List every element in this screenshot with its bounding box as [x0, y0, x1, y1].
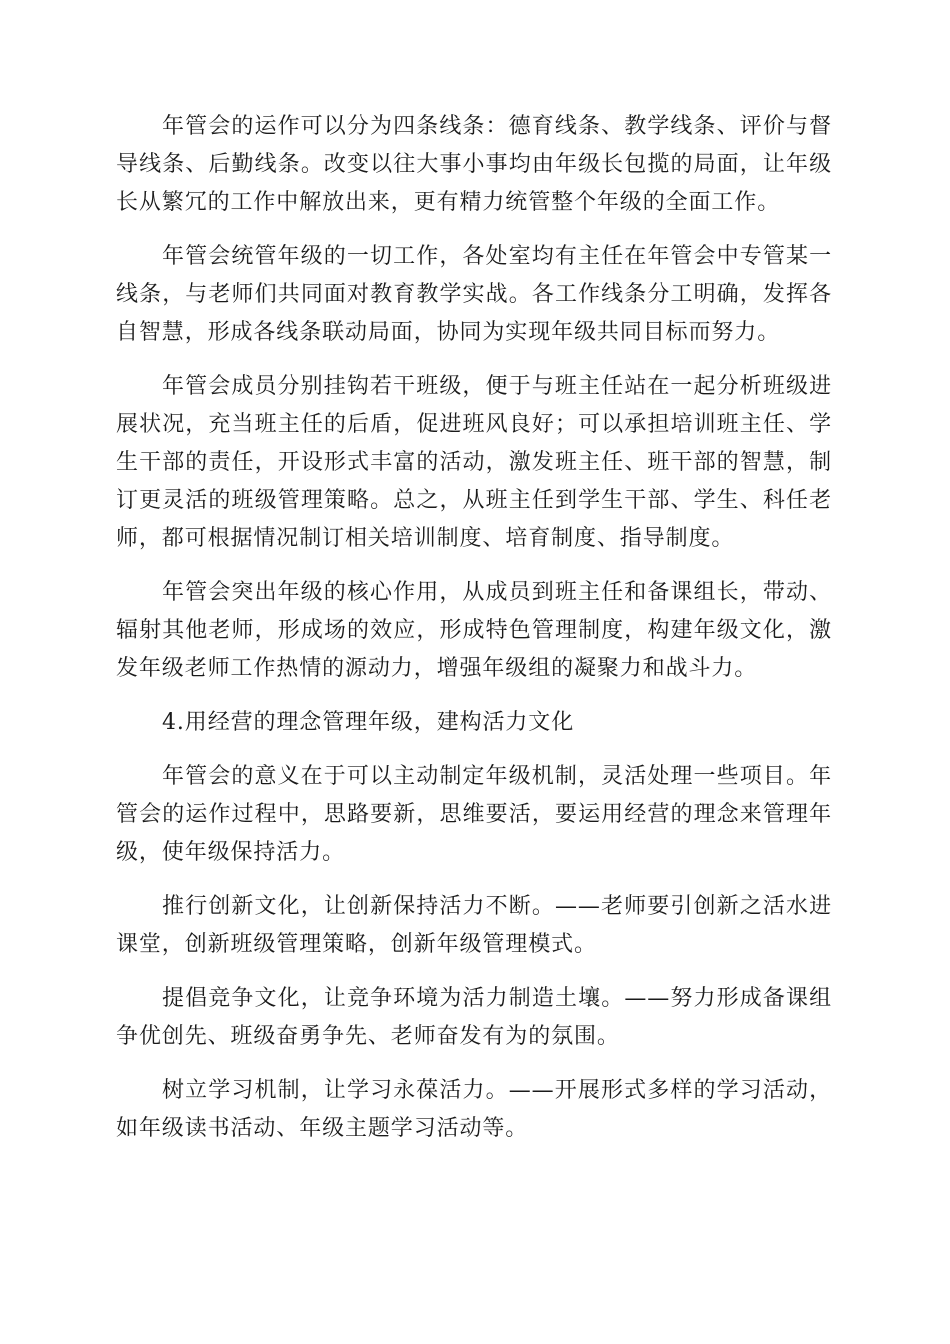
- paragraph-four-lines: 年管会的运作可以分为四条线条：德育线条、教学线条、评价与督导线条、后勤线条。改变以往大事小事均由年级长包揽的局面，让年级长从繁冗的工作中解放出来，更有精力统管整个年级的全面工作。: [116, 114, 832, 215]
- document-page: [116, 108, 832, 1164]
- paragraph-learning: 树立学习机制，让学习永葆活力。——开展形式多样的学习活动，如年级读书活动、年级主题学习活动等。: [116, 1078, 832, 1141]
- paragraph-innovation: 推行创新文化，让创新保持活力不断。——老师要引创新之活水进课堂，创新班级管理策略，创新年级管理模式。: [116, 894, 832, 957]
- paragraph-competition: 提倡竞争文化，让竞争环境为活力制造土壤。——努力形成备课组争优创先、班级奋勇争先、老师奋发有为的氛围。: [116, 986, 832, 1049]
- paragraph-core-role: 年管会突出年级的核心作用，从成员到班主任和备课组长，带动、辐射其他老师，形成场的效应，形成特色管理制度，构建年级文化，激发年级老师工作热情的源动力，增强年级组的凝聚力和战斗力。: [116, 580, 832, 681]
- paragraph-mechanism: 年管会的意义在于可以主动制定年级机制，灵活处理一些项目。年管会的运作过程中，思路要新，思维要活，要运用经营的理念来管理年级，使年级保持活力。: [116, 764, 832, 865]
- paragraph-class-linking: 年管会成员分别挂钩若干班级，便于与班主任站在一起分析班级进展状况，充当班主任的后盾，促进班风良好；可以承担培训班主任、学生干部的责任，开设形式丰富的活动，激发班主任、班干部的智慧，制订更灵活的班级管理策略。总之，从班主任到学生干部、学生、科任老师，都可根据情况制订相关培训制度、培育制度、指导制度。: [116, 374, 832, 551]
- paragraph-overall-management: 年管会统管年级的一切工作，各处室均有主任在年管会中专管某一线条，与老师们共同面对教育教学实战。各工作线条分工明确，发挥各自智慧，形成各线条联动局面，协同为实现年级共同目标而努力。: [116, 244, 832, 345]
- section-heading: 4.用经营的理念管理年级，建构活力文化: [162, 710, 575, 735]
